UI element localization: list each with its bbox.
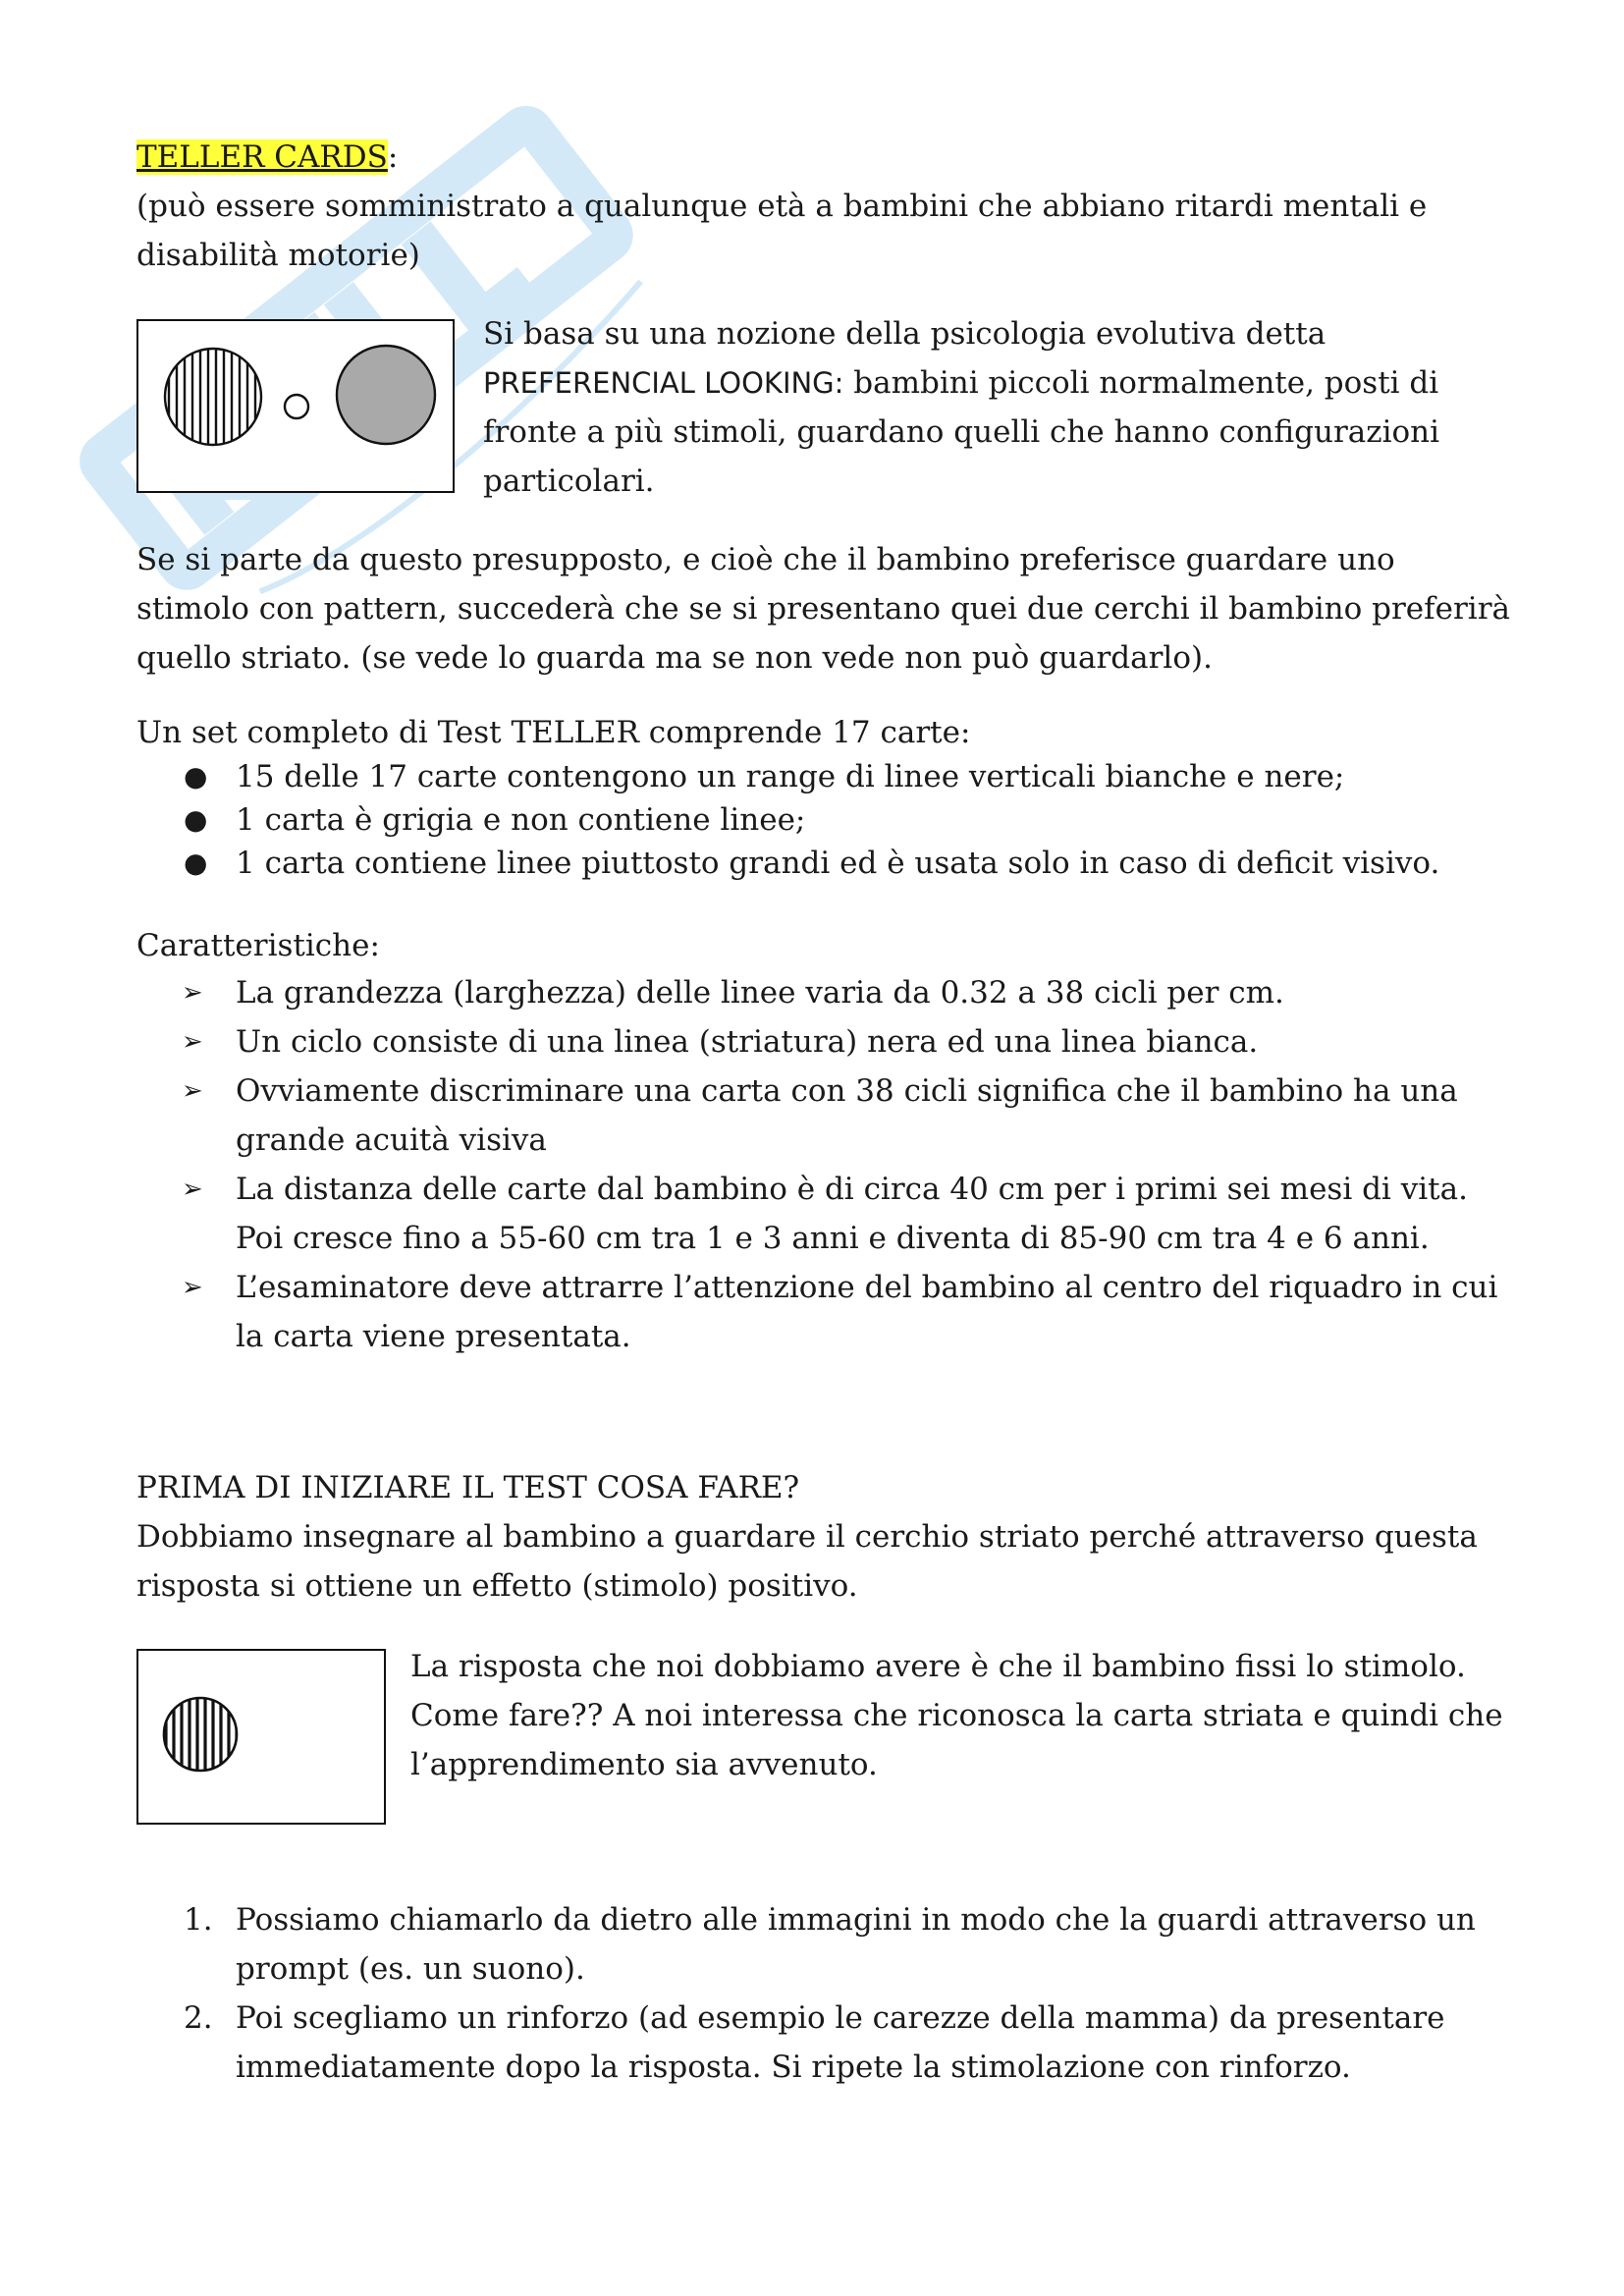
list-item: ➢ La distanza delle carte dal bambino è di circa 40 cm per i primi sei mesi di vita. Poi cresce fino a 55-60 cm tra 1 e 3 anni e diventa di 85-90 cm tra 4 e 6 anni. — [136, 1165, 1511, 1263]
steps-section — [136, 1895, 1511, 2092]
teller-card-drawing — [138, 321, 453, 491]
response-text: La risposta che noi dobbiamo avere è che il bambino fissi lo stimolo. Come fare?? A noi interessa che riconosca la carta striata e quindi che l’apprendimento sia avvenuto. — [410, 1649, 1503, 1782]
preferential-looking-term: PREFERENCIAL LOOKING: — [483, 366, 844, 400]
section-before-test — [136, 1463, 1511, 1611]
teller-card-figure — [136, 319, 455, 493]
section2-intro: Dobbiamo insegnare al bambino a guardare il cerchio striato perché attraverso questa risposta si ottiene un effetto (stimolo) positivo. — [136, 1519, 1478, 1604]
bullet-icon: ● — [184, 847, 208, 879]
gray-circle — [337, 346, 435, 444]
striped-card-figure — [136, 1649, 386, 1825]
list-item: ➢ La grandezza (larghezza) delle linee varia da 0.32 a 38 cicli per cm. — [136, 968, 1511, 1017]
list-item: ● 1 carta contiene linee piuttosto grandi ed è usata solo in caso di deficit visivo. — [136, 842, 1511, 885]
list-item: ● 1 carta è grigia e non contiene linee; — [136, 798, 1511, 842]
arrow-bullet-icon: ➢ — [182, 1076, 203, 1106]
section-subtitle: (può essere somministrato a qualunque età a bambini che abbiano ritardi mentali e disabilità motorie) — [136, 189, 1428, 273]
set-list — [136, 755, 1511, 885]
features-section — [136, 923, 1511, 1361]
section2-title: PRIMA DI INIZIARE IL TEST COSA FARE? — [136, 1470, 800, 1505]
list-item: 1. Possiamo chiamarlo da dietro alle immagini in modo che la guardi attraverso un prompt (es. un suono). — [136, 1895, 1511, 1994]
list-item: ➢ Un ciclo consiste di una linea (striatura) nera ed una linea bianca. — [136, 1017, 1511, 1066]
arrow-bullet-icon: ➢ — [182, 978, 203, 1008]
features-title: Caratteristiche: — [136, 928, 380, 963]
features-list — [136, 968, 1511, 1361]
arrow-bullet-icon: ➢ — [182, 1027, 203, 1057]
preferential-looking-text: Si basa su una nozione della psicologia evolutiva detta PREFERENCIAL LOOKING: bambini piccoli normalmente, posti di fronte a più stimoli, guardano quelli che hanno configurazioni particolari. — [483, 316, 1440, 499]
bullet-icon: ● — [184, 803, 208, 836]
step-number: 2. — [184, 2000, 213, 2036]
striped-card-drawing — [138, 1651, 384, 1823]
list-item: ● 15 delle 17 carte contengono un range di linee verticali bianche e nere; — [136, 755, 1511, 798]
bullet-icon: ● — [184, 760, 208, 793]
teller-cards-title: TELLER CARDS — [136, 139, 388, 175]
set-section — [136, 710, 1511, 885]
step-number: 1. — [184, 1902, 213, 1938]
set-intro: Un set completo di Test TELLER comprende 17 carte: — [136, 715, 971, 750]
section-header — [136, 133, 1511, 280]
arrow-bullet-icon: ➢ — [182, 1273, 203, 1302]
title-line: TELLER CARDS: — [136, 139, 399, 175]
list-item: 2. Poi scegliamo un rinforzo (ad esempio le carezze della mamma) da presentare immediatamente dopo la risposta. Si ripete la stimolazione con rinforzo. — [136, 1994, 1511, 2092]
arrow-bullet-icon: ➢ — [182, 1175, 203, 1204]
steps-list — [136, 1895, 1511, 2092]
list-item: ➢ L’esaminatore deve attrarre l’attenzione del bambino al centro del riquadro in cui la carta viene presentata. — [136, 1263, 1511, 1361]
list-item: ➢ Ovviamente discriminare una carta con 38 cicli significa che il bambino ha una grande acuità visiva — [136, 1066, 1511, 1165]
fixation-dot — [285, 395, 308, 418]
paragraph-presupposition: Se si parte da questo presupposto, e cioè che il bambino preferisce guardare uno stimolo con pattern, succederà che se si presentano quei due cerchi il bambino preferirà quello striato. (se vede lo guarda ma se non vede non può guardarlo). — [136, 542, 1511, 676]
